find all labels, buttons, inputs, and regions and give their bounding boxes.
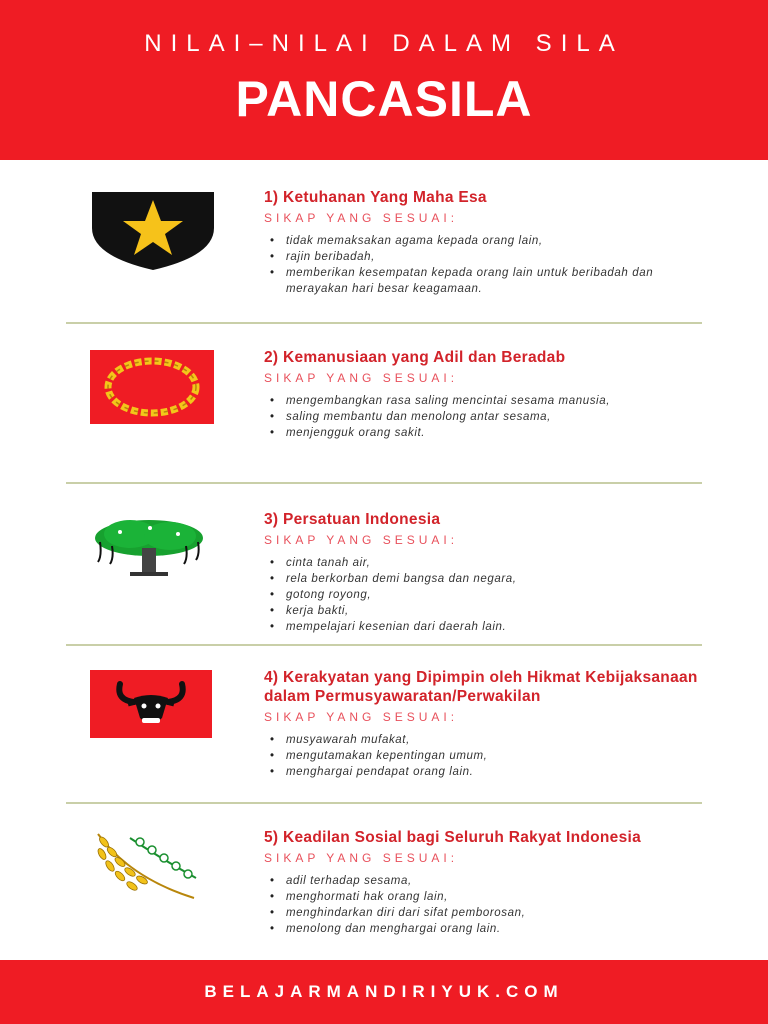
sikap-label: SIKAP YANG SESUAI: [264, 211, 459, 225]
sila-title: 4) Kerakyatan yang Dipimpin oleh Hikmat Kebijaksanaan dalam Permusyawaratan/Perwakilan [264, 669, 698, 705]
list-item: • rajin beribadah, [264, 249, 702, 265]
list-item: • musyawarah mufakat, [264, 732, 702, 748]
divider [66, 482, 702, 484]
list-item: • gotong royong, [264, 587, 702, 603]
list-item: • adil terhadap sesama, [264, 873, 702, 889]
list-item: • kerja bakti, [264, 603, 702, 619]
sila-section-1 [66, 188, 702, 318]
list-item: • menghargai pendapat orang lain. [264, 764, 702, 780]
chain-icon [90, 350, 214, 424]
sikap-list [264, 555, 702, 635]
list-item: • menjengguk orang sakit. [264, 425, 702, 441]
list-item: • cinta tanah air, [264, 555, 702, 571]
bull-head-icon [90, 670, 212, 738]
sikap-label: SIKAP YANG SESUAI: [264, 710, 459, 724]
sila-title: 3) Persatuan Indonesia [264, 511, 441, 528]
sila-section-3 [66, 510, 702, 640]
list-item: • mengembangkan rasa saling mencintai sesama manusia, [264, 393, 702, 409]
sila-section-5 [66, 828, 702, 958]
list-item: • mempelajari kesenian dari daerah lain. [264, 619, 702, 635]
list-item: • saling membantu dan menolong antar sesama, [264, 409, 702, 425]
sikap-label: SIKAP YANG SESUAI: [264, 371, 459, 385]
page-title: PANCASILA [235, 71, 533, 127]
list-item: • menghormati hak orang lain, [264, 889, 702, 905]
divider [66, 322, 702, 324]
sila-section-2 [66, 348, 702, 478]
sila-title: 5) Keadilan Sosial bagi Seluruh Rakyat Indonesia [264, 829, 642, 846]
list-item: • menghindarkan diri dari sifat pemborosan, [264, 905, 702, 921]
list-item: • mengutamakan kepentingan umum, [264, 748, 702, 764]
footer-website: BELAJARMANDIRIYUK.COM [204, 982, 564, 1001]
header-subtitle: NILAI–NILAI DALAM SILA [144, 30, 624, 57]
sikap-label: SIKAP YANG SESUAI: [264, 533, 459, 547]
list-item: • rela berkorban demi bangsa dan negara, [264, 571, 702, 587]
list-item: • memberikan kesempatan kepada orang lain untuk beribadah dan merayakan hari besar keagamaan. [264, 265, 702, 297]
footer-banner [0, 960, 768, 1024]
sikap-label: SIKAP YANG SESUAI: [264, 851, 459, 865]
sikap-list [264, 393, 702, 441]
divider [66, 644, 702, 646]
sikap-list [264, 873, 702, 937]
divider [66, 802, 702, 804]
star-shield-icon [90, 190, 216, 270]
list-item: • menolong dan menghargai orang lain. [264, 921, 702, 937]
sila-title: 2) Kemanusiaan yang Adil dan Beradab [264, 349, 566, 366]
list-item: • tidak memaksakan agama kepada orang lain, [264, 233, 702, 249]
sikap-list [264, 732, 702, 780]
sila-title: 1) Ketuhanan Yang Maha Esa [264, 189, 487, 206]
rice-cotton-icon [90, 828, 200, 902]
sikap-list [264, 233, 702, 297]
sila-section-4 [66, 668, 702, 800]
banyan-tree-icon [90, 516, 208, 578]
header-banner [0, 0, 768, 160]
